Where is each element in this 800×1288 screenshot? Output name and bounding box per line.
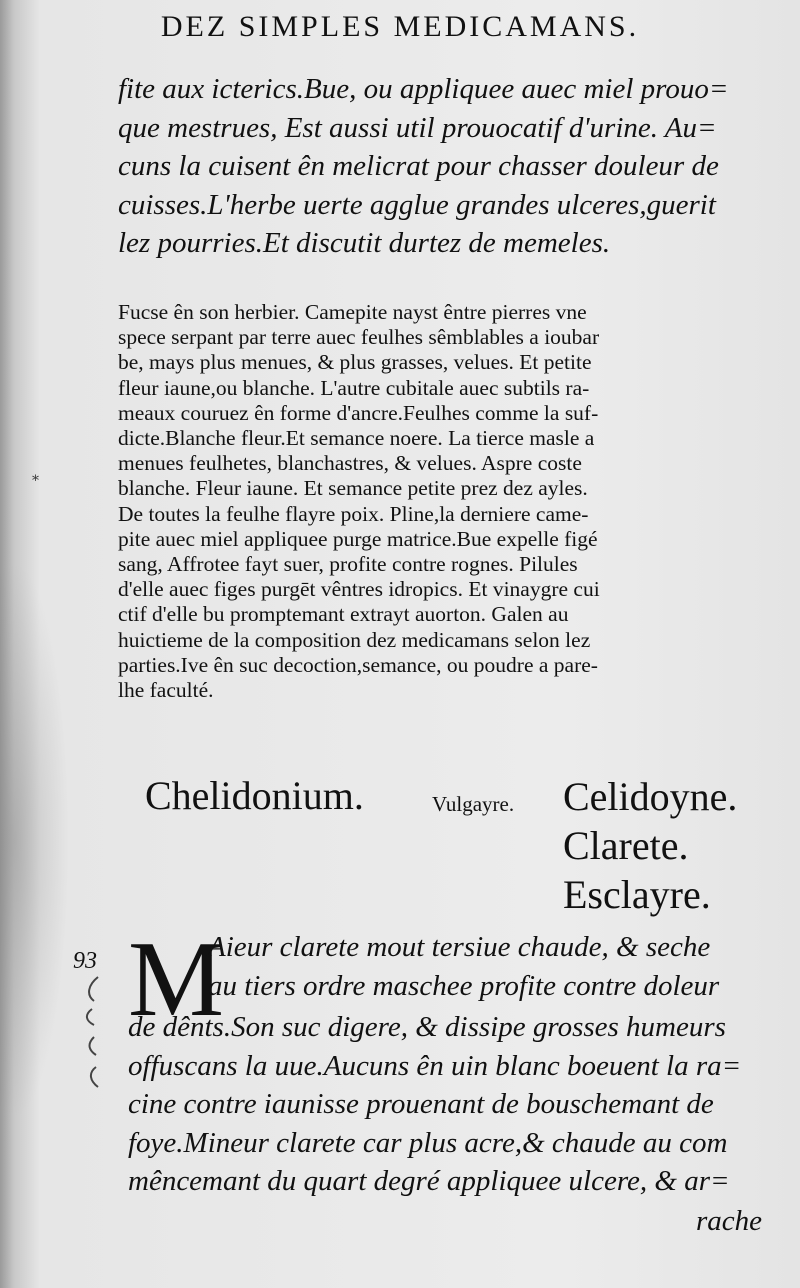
margin-annotation-mark: [80, 975, 110, 1095]
text-line: mêncemant du quart degré appliquee ulcere, & ar=: [128, 1165, 730, 1197]
text-line: cine contre iaunisse prouenant de bouschemant de: [128, 1088, 714, 1120]
text-line: parties.Ive ên suc decoction,semance, ou poudre a pare-: [118, 652, 598, 677]
vernacular-name: Celidoyne.: [563, 774, 738, 819]
paragraph-italic-first-lines: [208, 928, 768, 1005]
text-line: pite auec miel appliquee purge matrice.Bue expelle figé: [118, 526, 598, 551]
text-line: be, mays plus menues, & plus grasses, velues. Et petite: [118, 350, 592, 375]
text-line: spece serpant par terre auec feulhes sêmblables a ioubar: [118, 325, 600, 350]
vernacular-names: [563, 772, 737, 919]
text-line: fite aux icterics.Bue, ou appliquee auec miel prouo=: [118, 73, 729, 105]
text-line: lhe faculté.: [118, 678, 214, 703]
catchword: rache: [695, 1205, 762, 1237]
text-line: Aieur clarete mout tersiue chaude, & seche: [208, 931, 711, 963]
text-line: blanche. Fleur iaune. Et semance petite prez dez ayles.: [118, 476, 588, 501]
paragraph-italic-bottom: [128, 1008, 768, 1201]
text-line: que mestrues, Est aussi util prouocatif d'urine. Au=: [118, 111, 717, 144]
text-line: cuisses.L'herbe uerte agglue grandes ulceres,guerit: [118, 188, 716, 221]
text-line: lez pourries.Et discutit durtez de memeles.: [118, 227, 611, 259]
text-line: Fucse ên son herbier. Camepite nayst êntre pierres vne: [118, 300, 587, 324]
page-number: 93: [73, 948, 97, 974]
paragraph-roman: [118, 300, 758, 703]
text-line: de dênts.Son suc digere, & dissipe grosses humeurs: [128, 1011, 726, 1043]
page-stain: [0, 560, 70, 1120]
vernacular-name: Clarete.: [563, 823, 689, 868]
latin-name: Chelidonium.: [145, 773, 364, 818]
margin-asterisk: *: [32, 473, 39, 489]
vulgayre-label: Vulgayre.: [432, 792, 515, 816]
text-line: dicte.Blanche fleur.Et semance noere. La tierce masle a: [118, 426, 595, 451]
text-line: cuns la cuisent ên melicrat pour chasser douleur de: [118, 150, 719, 182]
text-line: fleur iaune,ou blanche. L'autre cubitale auec subtils ra-: [118, 375, 590, 400]
text-line: offuscans la uue.Aucuns ên uin blanc boeuent la ra=: [128, 1049, 742, 1082]
drop-cap: M: [128, 920, 225, 1039]
text-line: De toutes la feulhe flayre poix. Pline,la derniere came-: [118, 501, 589, 526]
vernacular-name: Esclayre.: [563, 872, 711, 917]
text-line: meaux couruez ên forme d'ancre.Feulhes comme la suf-: [118, 400, 599, 425]
running-header: DEZ SIMPLES MEDICAMANS.: [160, 10, 640, 43]
text-line: foye.Mineur clarete car plus acre,& chaude au com: [128, 1126, 728, 1159]
text-line: huictieme de la composition dez medicamans selon lez: [118, 627, 591, 652]
plant-entry-heading: [145, 772, 765, 922]
text-line: sang, Affrotee fayt suer, profite contre rognes. Pilules: [118, 552, 578, 577]
paragraph-italic-top: [118, 70, 768, 263]
text-line: ctif d'elle bu promptemant extrayt auorton. Galen au: [118, 602, 569, 627]
text-line: d'elle auec figes purgēt vêntres idropics. Et vinaygre cui: [118, 577, 600, 602]
text-line: menues feulhetes, blanchastres, & velues. Aspre coste: [118, 451, 582, 476]
text-line: au tiers ordre maschee profite contre doleur: [208, 969, 720, 1002]
